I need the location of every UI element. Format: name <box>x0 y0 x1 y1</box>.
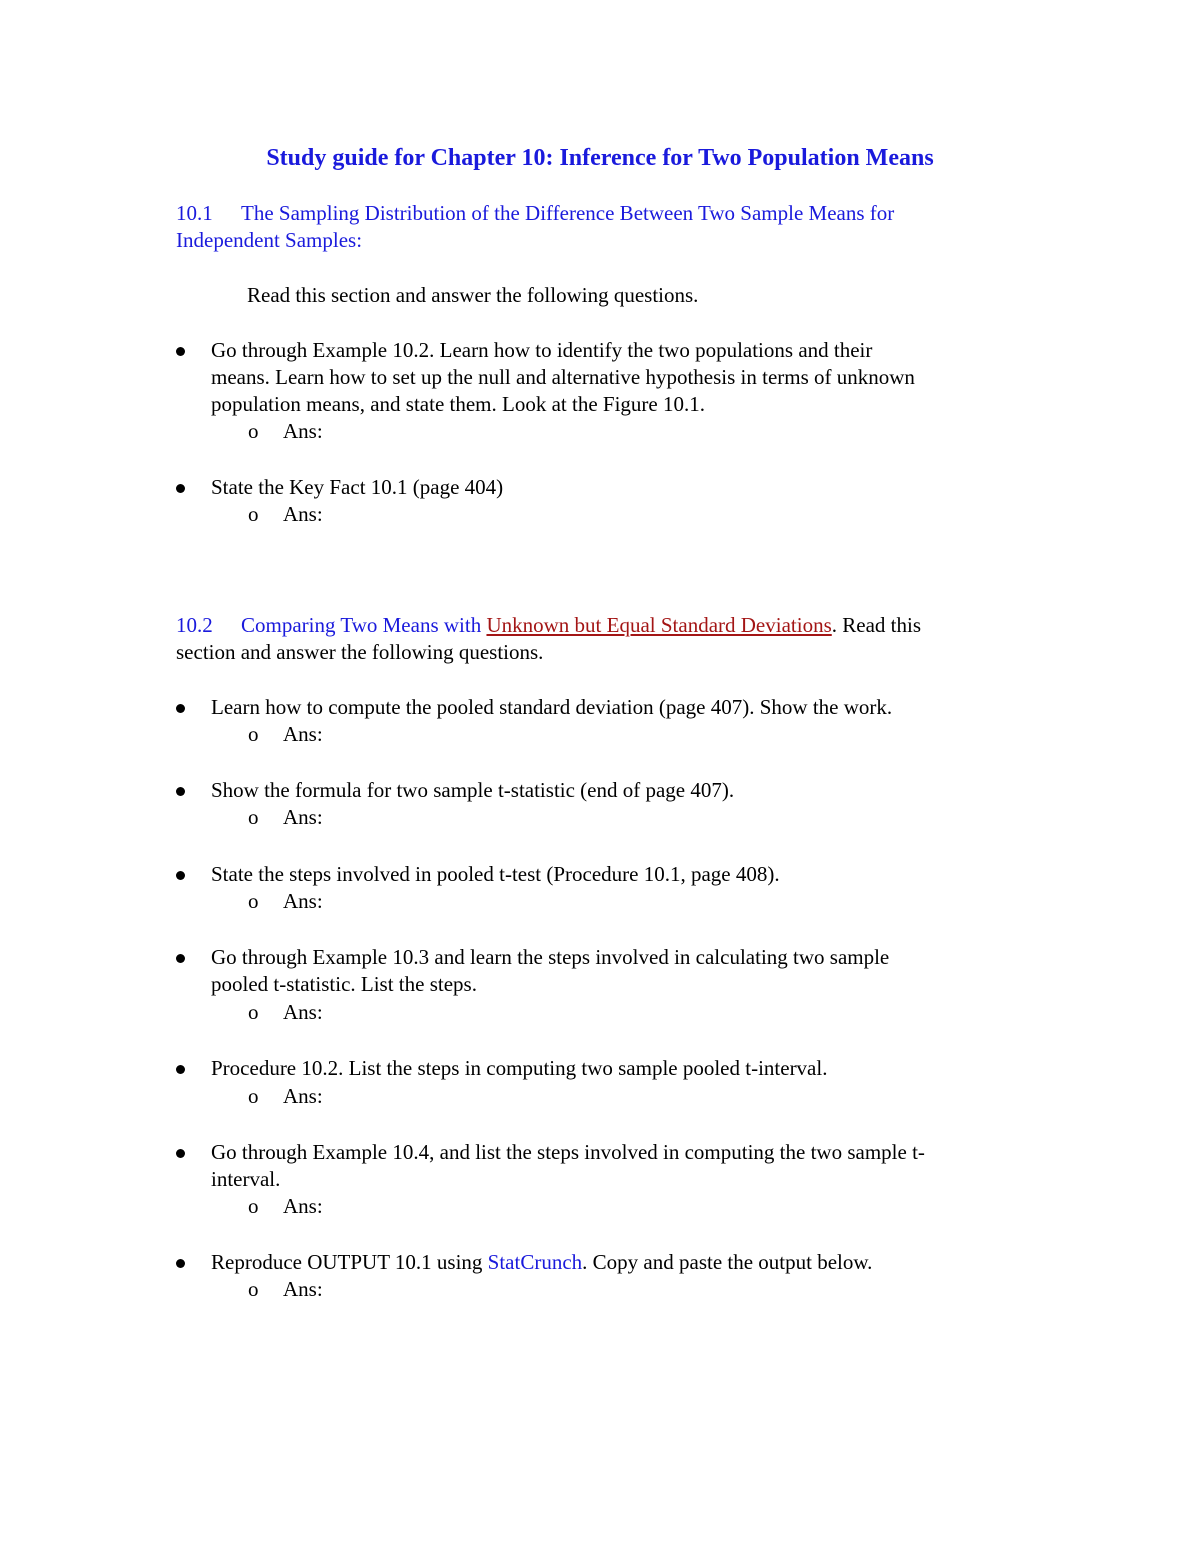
sub-bullet-icon: o <box>248 805 259 829</box>
answer-label: Ans: <box>283 722 323 746</box>
list-item <box>176 474 1026 501</box>
answer-label: Ans: <box>283 889 323 913</box>
list-item <box>176 1055 1026 1082</box>
list-item-text: State the steps involved in pooled t-test (Procedure 10.1, page 408). <box>211 862 780 886</box>
list-item-text: State the Key Fact 10.1 (page 404) <box>211 475 504 499</box>
list-item-text: Go through Example 10.4, and list the steps involved in computing the two sample t- <box>211 1140 925 1164</box>
answer-line <box>248 721 323 748</box>
sub-bullet-icon: o <box>248 1084 259 1108</box>
answer-line <box>248 1193 323 1220</box>
list-item <box>176 1139 1026 1193</box>
list-item-text: population means, and state them. Look at the Figure 10.1. <box>211 392 705 416</box>
list-item <box>176 861 1026 888</box>
bullet-icon <box>176 954 185 963</box>
answer-line <box>248 418 323 445</box>
section-heading-10-2 <box>176 612 1026 666</box>
bullet-icon <box>176 1065 185 1074</box>
list-item-text: Show the formula for two sample t-statistic (end of page 407). <box>211 778 735 802</box>
page-title: Study guide for Chapter 10: Inference for Two Population Means <box>266 145 934 171</box>
section-number: 10.2 <box>176 613 213 637</box>
answer-line <box>248 1276 323 1303</box>
list-item-text: Reproduce OUTPUT 10.1 using <box>211 1250 488 1274</box>
bullet-icon <box>176 347 185 356</box>
answer-label: Ans: <box>283 1277 323 1301</box>
sub-bullet-icon: o <box>248 502 259 526</box>
answer-label: Ans: <box>283 1084 323 1108</box>
list-item-text: pooled t-statistic. List the steps. <box>211 972 477 996</box>
list-item-text: means. Learn how to set up the null and alternative hypothesis in terms of unknown <box>211 365 915 389</box>
bullet-icon <box>176 1149 185 1158</box>
list-item <box>176 777 1026 804</box>
list-item-text: Procedure 10.2. List the steps in computing two sample pooled t-interval. <box>211 1056 828 1080</box>
answer-line <box>248 1083 323 1110</box>
answer-label: Ans: <box>283 419 323 443</box>
list-item <box>176 337 1026 418</box>
section-heading-10-1 <box>176 200 1026 254</box>
bullet-icon <box>176 787 185 796</box>
list-item-text: Go through Example 10.2. Learn how to identify the two populations and their <box>211 338 873 362</box>
answer-line <box>248 999 323 1026</box>
bullet-icon <box>176 704 185 713</box>
list-item <box>176 1249 1026 1276</box>
section-instruction: Read this section and answer the following questions. <box>247 283 699 307</box>
section-heading-text-line2: section and answer the following questions. <box>176 640 544 664</box>
list-item-text: Learn how to compute the pooled standard deviation (page 407). Show the work. <box>211 695 893 719</box>
list-item-text: . Copy and paste the output below. <box>582 1250 873 1274</box>
answer-line <box>248 501 323 528</box>
list-item <box>176 694 1026 721</box>
standard-deviations-link[interactable]: Unknown but Equal Standard Deviations <box>486 613 832 637</box>
section-heading-text: The Sampling Distribution of the Difference Between Two Sample Means for <box>241 201 895 225</box>
answer-line <box>248 888 323 915</box>
bullet-icon <box>176 484 185 493</box>
bullet-icon <box>176 871 185 880</box>
list-item-text: Go through Example 10.3 and learn the steps involved in calculating two sample <box>211 945 890 969</box>
bullet-icon <box>176 1259 185 1268</box>
answer-label: Ans: <box>283 805 323 829</box>
answer-line <box>248 804 323 831</box>
sub-bullet-icon: o <box>248 1194 259 1218</box>
sub-bullet-icon: o <box>248 889 259 913</box>
list-item-text: interval. <box>211 1167 281 1191</box>
answer-label: Ans: <box>283 1000 323 1024</box>
sub-bullet-icon: o <box>248 722 259 746</box>
statcrunch-link[interactable]: StatCrunch <box>487 1250 583 1274</box>
section-heading-text-line2: Independent Samples: <box>176 228 363 252</box>
answer-label: Ans: <box>283 1194 323 1218</box>
answer-label: Ans: <box>283 502 323 526</box>
sub-bullet-icon: o <box>248 419 259 443</box>
sub-bullet-icon: o <box>248 1000 259 1024</box>
section-heading-text: Comparing Two Means with <box>241 613 487 637</box>
list-item <box>176 944 1026 998</box>
section-heading-rest: . Read this <box>831 613 921 637</box>
sub-bullet-icon: o <box>248 1277 259 1301</box>
section-number: 10.1 <box>176 201 213 225</box>
